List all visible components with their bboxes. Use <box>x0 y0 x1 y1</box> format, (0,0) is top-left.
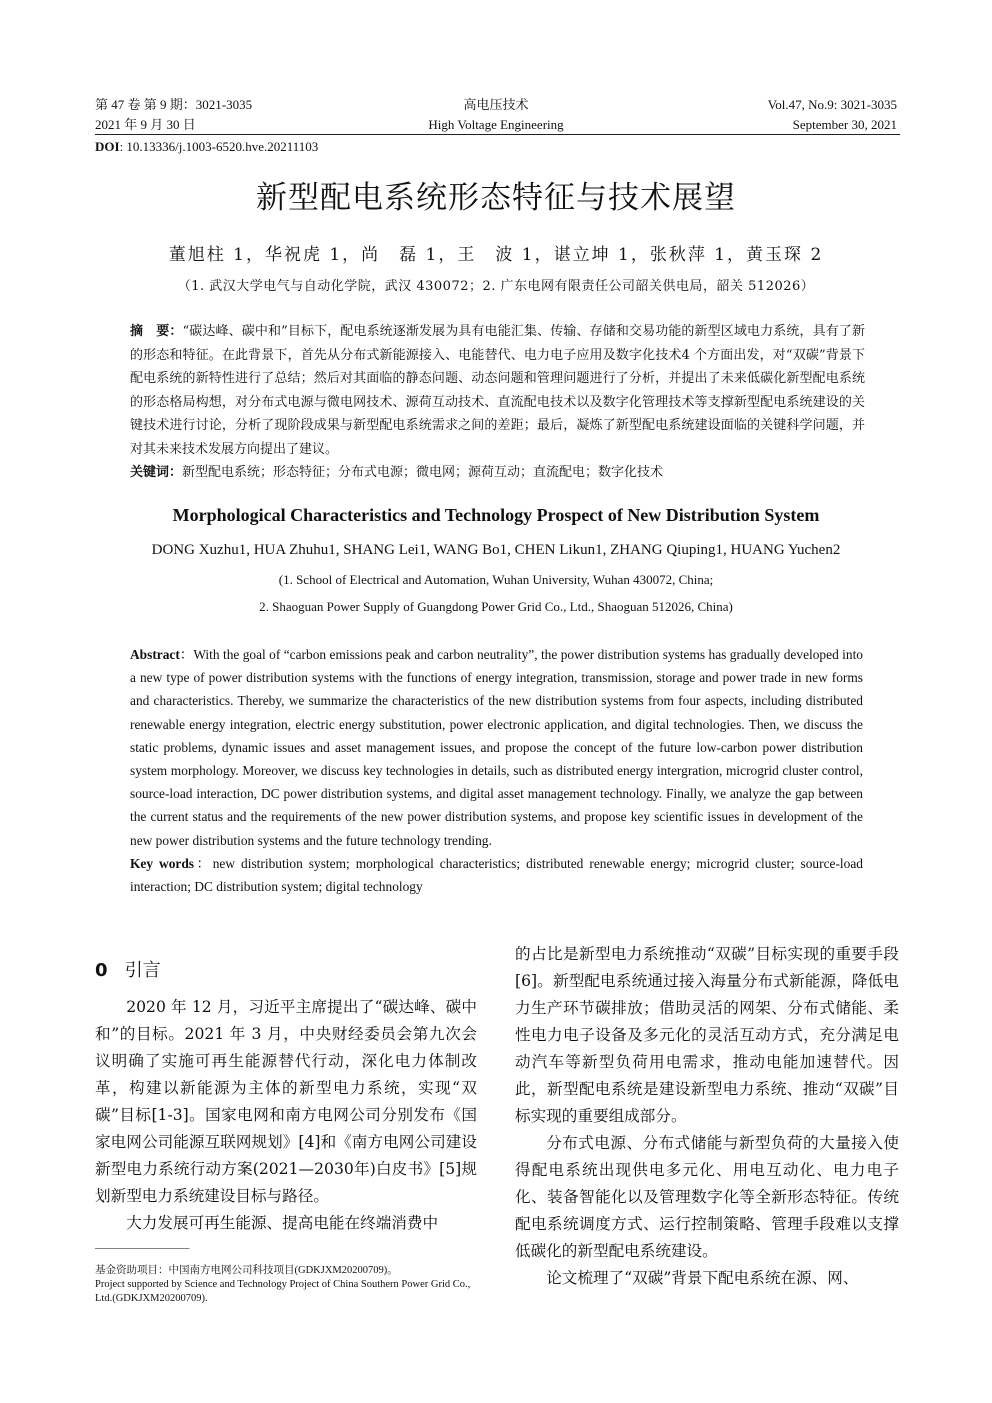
affiliation-en-1: (1. School of Electrical and Automation, Wuhan University, Wuhan 430072, China; <box>278 572 714 587</box>
journal-date: 2021 年 9 月 30 日 <box>95 117 196 132</box>
section-number: 0 <box>95 960 108 981</box>
footnote-rule: ————————— <box>95 1243 190 1254</box>
paragraph: 分布式电源、分布式储能与新型负荷的大量接入使得配电系统出现供电多元化、用电互动化、电力电子化、装备智能化以及管理数字化等全新形态特征。传统配电系统调度方式、运行控制策略、管理手段难以支撑低碳化的新型配电系统建设。 <box>515 1134 899 1260</box>
footnote <box>95 1264 478 1306</box>
abstract-en <box>130 643 863 898</box>
abstract-en-text: ：With the goal of “carbon emissions peak and carbon neutrality”, the power distribution systems has gradually developed into a new type of power distribution systems with the functions of energy integration, transmission, storage and power trade in new forms and characteristics. Thereby, we summarize the characteristics of the new distribution systems from four aspects, including distributed renewable energy integration, electric energy substitution, power electronic application, and digital technologies. Then, we discuss the static problems, dynamic issues and asset management issues, and propose the concept of the future low-carbon power distribution system morphology. Moreover, we discuss key technologies in details, such as distributed energy intergration, microgrid cluster control, source-load interaction, DC power distribution systems, and digital asset management technology. Finally, we analyze the gap between the current status and the requirements of the new power distribution systems, and propose key scientific issues in development of the new power distribution systems and the future technology trending. <box>130 647 863 848</box>
footnote-en: Project supported by Science and Technology Project of China Southern Power Grid Co., Ltd.(GDKJXM20200709). <box>95 1279 471 1304</box>
journal-date-en: September 30, 2021 <box>792 117 897 132</box>
doi-value: : 10.13336/j.1003-6520.hve.20211103 <box>119 139 319 154</box>
journal-name-en: High Voltage Engineering <box>428 117 564 132</box>
abstract-cn-text: “碳达峰、碳中和”目标下，配电系统逐渐发展为具有电能汇集、传输、存储和交易功能的新型区域电力系统，具有了新的形态和特征。在此背景下，首先从分布式新能源接入、电能替代、电力电子应用及数字化技术4 个方面出发，对“双碳”背景下配电系统的新特性进行了总结；然后对其面临的静态问题、动态问题和管理问题进行了分析，并提出了未来低碳化新型配电系统的形态格局构想，对分布式电源与微电网技术、源荷互动技术、直流配电技术以及数字化管理技术等支撑新型配电系统建设的关键技术进行讨论，分析了现阶段成果与新型配电系统需求之间的差距；最后，凝炼了新型配电系统建设面临的关键科学问题，并对其未来技术发展方向提出了建议。 <box>130 324 865 457</box>
paragraph: 的占比是新型电力系统推动“双碳”目标实现的重要手段[6]。新型配电系统通过接入海量分布式新能源，降低电力生产环节碳排放；借助灵活的网架、分布式储能、柔性电力电子设备及多元化的灵活互动方式，充分满足电动汽车等新型负荷用电需求，推动电能加速替代。因此，新型配电系统是建设新型电力系统、推动“双碳”目标实现的重要组成部分。 <box>515 945 899 1125</box>
section-title: 引言 <box>124 960 161 981</box>
affiliation-cn: （1. 武汉大学电气与自动化学院，武汉 430072；2. 广东电网有限责任公司韶关供电局，韶关 512026） <box>177 279 815 294</box>
keywords-en: ：new distribution system; morphological characteristics; distributed renewable energy; microgrid cluster; source-load interaction; DC distribution system; digital technology <box>130 855 863 895</box>
paper-title-en: Morphological Characteristics and Technology Prospect of New Distribution System <box>172 505 820 525</box>
paper-title-cn: 新型配电系统形态特征与技术展望 <box>256 180 736 216</box>
keywords-en-label: Key words <box>130 855 195 871</box>
authors-cn: 董旭柱 1，华祝虎 1，尚 磊 1，王 波 1，谌立坤 1，张秋萍 1，黄玉琛 2 <box>168 245 824 265</box>
abstract-en-label: Abstract <box>130 647 180 662</box>
keywords-cn-label: 关键词： <box>130 465 183 480</box>
journal-volume-issue: 第 47 卷 第 9 期：3021-3035 <box>95 97 253 112</box>
journal-vol-en: Vol.47, No.9: 3021-3035 <box>767 97 897 112</box>
journal-name-cn: 高电压技术 <box>463 97 529 112</box>
authors-en: DONG Xuzhu1, HUA Zhuhu1, SHANG Lei1, WANG Bo1, CHEN Likun1, ZHANG Qiuping1, HUANG Yuchen2 <box>151 542 841 558</box>
paragraph: 大力发展可再生能源、提高电能在终端消费中 <box>126 1214 439 1232</box>
abstract-cn <box>130 320 865 485</box>
section-heading <box>95 956 161 982</box>
doi <box>95 138 318 156</box>
keywords-cn: 新型配电系统；形态特征；分布式电源；微电网；源荷互动；直流配电；数字化技术 <box>182 465 664 480</box>
footnote-cn: 基金资助项目：中国南方电网公司科技项目(GDKJXM20200709)。 <box>95 1265 398 1276</box>
body-right-column <box>515 941 899 1292</box>
paragraph: 2020 年 12 月，习近平主席提出了“碳达峰、碳中和”的目标。2021 年 3 月，中央财经委员会第九次会议明确了实施可再生能源替代行动，深化电力体制改革，构建以新能源为主体的新型电力系统，实现“双碳”目标[1-3]。国家电网和南方电网公司分别发布《国家电网公司能源互联网规划》[4]和《南方电网公司建设新型电力系统行动方案(2021—2030年)白皮书》[5]规划新型电力系统建设目标与路径。 <box>95 998 477 1205</box>
abstract-cn-label: 摘 要： <box>130 324 183 339</box>
paragraph: 论文梳理了“双碳”背景下配电系统在源、网、 <box>546 1269 859 1287</box>
body-left-column <box>95 994 477 1237</box>
header-rule <box>95 134 900 135</box>
affiliation-en-2: 2. Shaoguan Power Supply of Guangdong Power Grid Co., Ltd., Shaoguan 512026, China) <box>259 599 733 614</box>
doi-label: DOI <box>95 139 120 154</box>
